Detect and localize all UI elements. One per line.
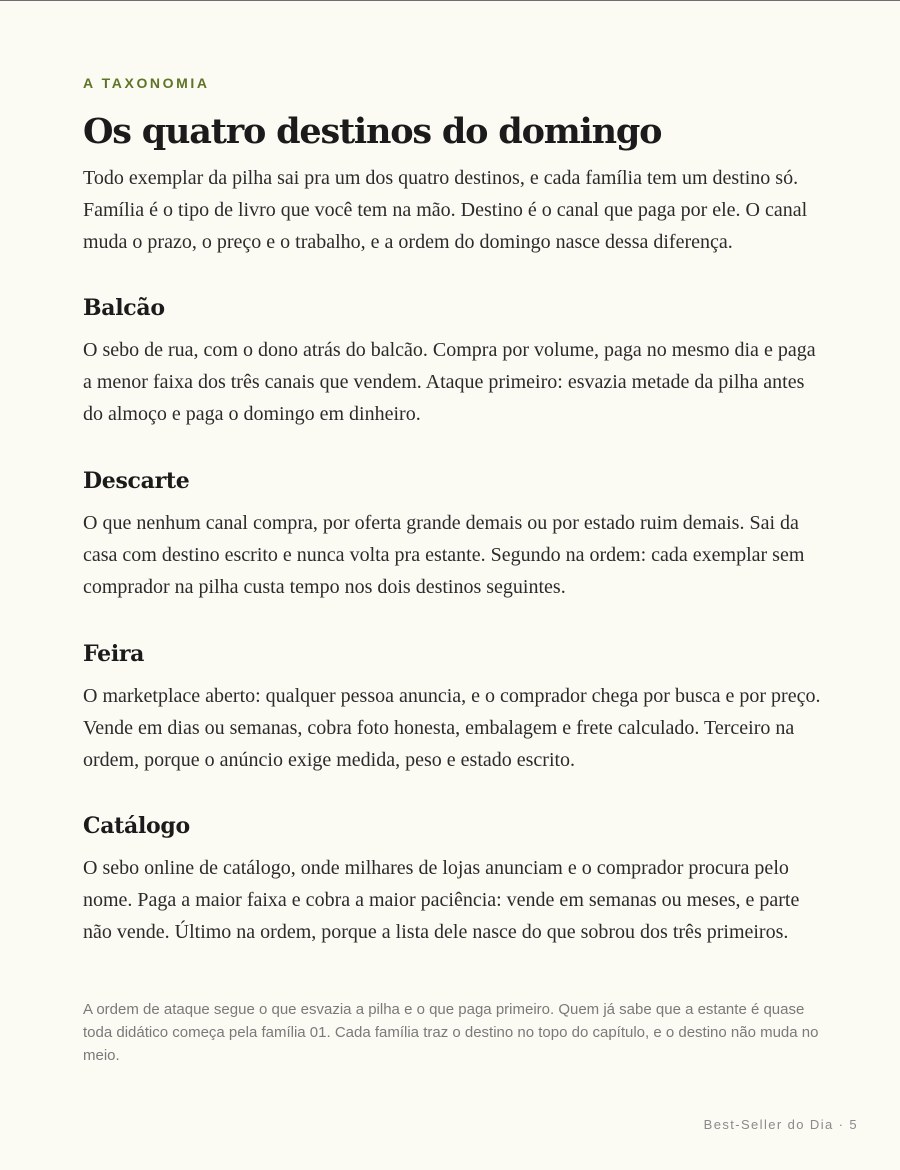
section-heading: Feira	[83, 641, 145, 667]
section-kicker: A TAXONOMIA	[83, 75, 210, 91]
section-heading: Descarte	[83, 468, 190, 494]
section-heading: Catálogo	[83, 813, 190, 839]
section-descarte	[83, 466, 823, 603]
section-text: O sebo online de catálogo, onde milhares de lojas anunciam e o comprador procura pelo nome. Paga a maior faixa e cobra a maior paciência: vende em semanas ou meses, e parte não vende. Último na ordem, porque a lista dele nasce do que sobrou dos três primeiros.	[83, 857, 800, 943]
section-text: O que nenhum canal compra, por oferta grande demais ou por estado ruim demais. Sai da casa com destino escrito e nunca volta pra estante. Segundo na ordem: cada exemplar sem comprador na pilha custa tempo nos dois destinos seguintes.	[83, 512, 805, 598]
page-title: Os quatro destinos do domingo	[83, 111, 662, 152]
section-catalogo	[83, 811, 823, 948]
section-text: O marketplace aberto: qualquer pessoa anuncia, e o comprador chega por busca e por preço. Vende em dias ou semanas, cobra foto honesta, embalagem e frete calculado. Terceiro na ordem, porque o anúncio exige medida, peso e estado escrito.	[83, 685, 821, 771]
section-text: O sebo de rua, com o dono atrás do balcão. Compra por volume, paga no mesmo dia e paga a menor faixa dos três canais que vendem. Ataque primeiro: esvazia metade da pilha antes do almoço e paga o domingo em dinheiro.	[83, 339, 816, 425]
footnote: A ordem de ataque segue o que esvazia a pilha e o que paga primeiro. Quem já sabe que a estante é quase toda didático começa pela família 01. Cada família traz o destino no topo do capítulo, e o destino não muda no meio.	[83, 1001, 819, 1064]
section-feira	[83, 639, 823, 776]
intro-paragraph: Todo exemplar da pilha sai pra um dos quatro destinos, e cada família tem um destino só. Família é o tipo de livro que você tem na mão. Destino é o canal que paga por ele. O canal muda o prazo, o preço e o trabalho, e a ordem do domingo nasce dessa diferença.	[83, 167, 808, 253]
section-heading: Balcão	[83, 295, 165, 321]
section-balcao	[83, 293, 823, 430]
page-footer: Best-Seller do Dia · 5	[703, 1117, 858, 1132]
